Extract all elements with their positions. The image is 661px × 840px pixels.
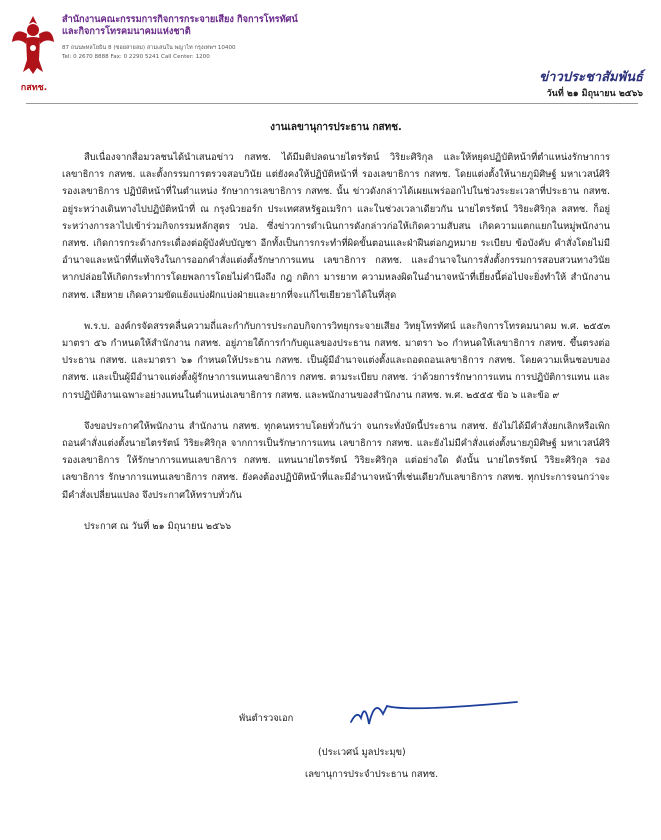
signer-name: (ประเวศน์ มูลประมุข) — [318, 747, 406, 758]
document-title: งานเลขานุการประธาน กสทช. — [270, 122, 402, 133]
paragraph-3: จึงขอประกาศให้พนักงาน สำนักงาน กสทช. ทุกคนทราบโดยทั่วกันว่า จนกระทั่งบัดนี้ประธาน กสทช. ยังไม่ได้มีคำสั่งยกเลิกหรือเพิกถอนคำสั่งแต่งตั้งนายไตรรัตน์ วิริยะศิริกุล จากการเป็นรักษาการแทน เลขาธิการ กสทช. และยังไม่มีคำสั่งแต่งตั้งนายภูมิศิษฐ์ มหาเวสน์ศิริ รองเลขาธิการ ให้รักษาการแทนเลขาธิการ กสทช. แทนนายไตรรัตน์ วิริยะศิริกุล แต่อย่างใด ดังนั้น นายไตรรัตน์ วิริยะศิริกุล รองเลขาธิการ รักษาการแทนเลขาธิการ กสทช. ยังคงต้องปฏิบัติหน้าที่และมีอำนาจหน้าที่เช่นเดียวกับเลขาธิการ กสทช. ทุกประการจนกว่าจะมีคำสั่งเปลี่ยนแปลง จึงประกาศให้ทราบทั่วกัน — [62, 420, 610, 501]
header-divider — [26, 103, 638, 104]
announcement-date: ประกาศ ณ วันที่ ๒๑ มิถุนายน ๒๕๖๖ — [84, 520, 232, 532]
release-date: วันที่ ๒๑ มิถุนายน ๒๕๖๖ — [546, 89, 643, 99]
org-name-line2: และกิจการโทรคมนาคมแห่งชาติ — [62, 26, 191, 37]
handwritten-signature — [347, 692, 522, 732]
letterhead — [0, 0, 661, 110]
paragraph-1: สืบเนื่องจากสื่อมวลชนได้นำเสนอข่าว กสทช. ได้มีมติปลดนายไตรรัตน์ วิริยะศิริกุล และให้หยุดปฏิบัติหน้าที่ตำแหน่งรักษาการเลขาธิการ กสทช. และตั้งกรรมการตรวจสอบวินัย แต่ยังคงให้ปฏิบัติหน้าที่ รองเลขาธิการ กสทช. โดยแต่งตั้งให้นายภูมิศิษฐ์ มหาเวสน์ศิริ รองเลขาธิการ ปฏิบัติหน้าที่ในตำแหน่ง รักษาการเลขาธิการ กสทช. นั้น ข่าวดังกล่าวได้เผยแพร่ออกไปในช่วงระยะเวลาที่ประธาน กสทช. อยู่ระหว่างเดินทางไปปฏิบัติหน้าที่ ณ กรุงนิวยอร์ก ประเทศสหรัฐอเมริกา และในช่วงเวลาเดียวกัน นายไตรรัตน์ วิริยะศิริกุล ลสทช. ก็อยู่ระหว่างการลาไปเข้าร่วมกิจกรรมหลักสูตร วปอ. ซึ่งข่าวการดำเนินการดังกล่าวก่อให้เกิดความสับสน เกิดความแตกแยกในหมู่พนักงาน กสทช. เกิดการกระด้างกระเดื่องต่อผู้บังคับบัญชา อีกทั้งเป็นการกระทำที่ผิดขั้นตอนและฝ่าฝืนต่อกฎหมาย ระเบียบ ข้อบังคับ คำสั่งโดยไม่มีอำนาจและหน้าที่ที่แท้จริงในการออกคำสั่งแต่งตั้งรักษาการแทน เลขาธิการ กสทช. และอำนาจในการสั่งตั้งกรรมการสอบสวนทางวินัย หากปล่อยให้เกิดกระทำการโดยพลการโดยไม่คำนึงถึง กฎ กติกา มารยาท ความหลงผิดในอำนาจหน้าที่เยี่ยงนี้ต่อไปจะยิ่งทำให้ สำนักงาน กสทช. เสียหาย เกิดความขัดแย้งแบ่งฝักแบ่งฝ่ายและยากที่จะแก้ไขเยียวยาได้ในที่สุด — [62, 152, 610, 301]
signer-rank: พันตำรวจเอก — [239, 713, 294, 724]
org-contact: Tel: 0 2670 8888 Fax: 0 2290 5241 Call Center: 1200 — [62, 54, 210, 60]
press-release-label: ข่าวประชาสัมพันธ์ — [539, 70, 643, 85]
org-name-line1: สำนักงานคณะกรรมการกิจการกระจายเสียง กิจการโทรทัศน์ — [62, 14, 298, 25]
paragraph-2: พ.ร.บ. องค์กรจัดสรรคลื่นความถี่และกำกับการประกอบกิจการวิทยุกระจายเสียง วิทยุโทรทัศน์ และกิจการโทรคมนาคม พ.ศ. ๒๕๕๓ มาตรา ๕๖ กำหนดให้สำนักงาน กสทช. อยู่ภายใต้การกำกับดูแลของประธาน กสทช. มาตรา ๖๐ กำหนดให้เลขาธิการ กสทช. ขึ้นตรงต่อประธาน กสทช. และมาตรา ๖๑ กำหนดให้ประธาน กสทช. เป็นผู้มีอำนาจแต่งตั้งและถอดถอนเลขาธิการ กสทช. โดยความเห็นชอบของ กสทช. และเป็นผู้มีอำนาจแต่งตั้งผู้รักษาการแทนเลขาธิการ กสทช. ตามระเบียบ กสทช. ว่าด้วยการรักษาการแทน การปฏิบัติการแทน และการปฏิบัติงานเฉพาะอย่างแทนในตำแหน่งเลขาธิการ กสทช. และพนักงานของสำนักงาน กสทช. พ.ศ. ๒๕๕๕ ข้อ ๖ และข้อ ๙ — [62, 320, 610, 401]
org-address: 87 ถนนพหลโยธิน 8 (ซอยสายลม) สามเสนใน พญาไท กรุงเทพฯ 10400 — [62, 45, 236, 51]
organization-block — [62, 14, 392, 61]
document-body — [62, 112, 610, 780]
signer-position: เลขานุการประจำประธาน กสทช. — [305, 769, 439, 780]
logo-wordmark: กสทช. — [20, 83, 48, 93]
nbtc-garuda-logo — [10, 12, 56, 82]
